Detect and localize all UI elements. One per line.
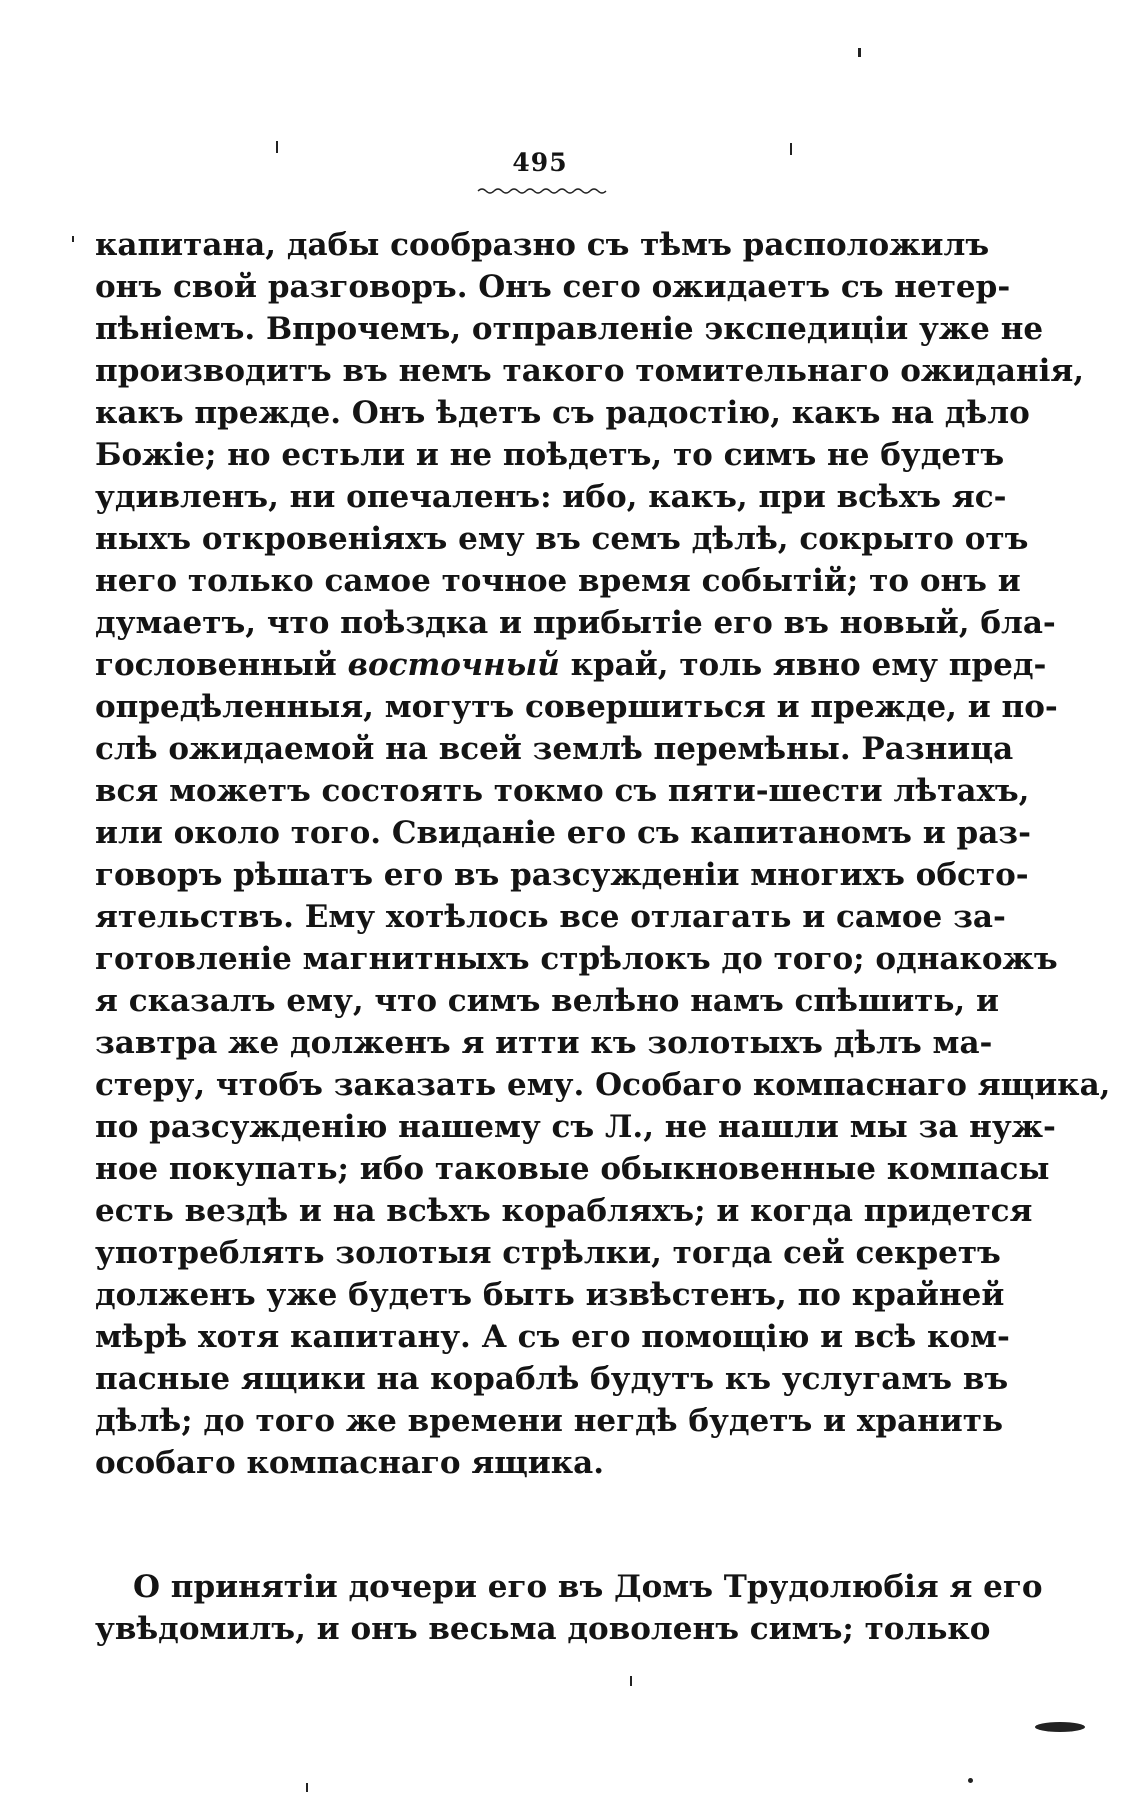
scan-speck: [306, 1783, 308, 1792]
scan-speck: [968, 1778, 973, 1783]
text-line: Божіе; но естьли и не поѣдетъ, то симъ не будетъ: [95, 437, 1005, 473]
text-line: говоръ рѣшатъ его въ разсужденіи многихъ обсто-: [95, 857, 1029, 893]
text-line: О принятіи дочери его въ Домъ Трудолюбія я его: [133, 1569, 1043, 1605]
paragraph-1: [95, 224, 1111, 1484]
text-line: пѣніемъ. Впрочемъ, отправленіе экспедиціи уже не: [95, 311, 1044, 347]
text-line: увѣдомилъ, и онъ весьма доволенъ симъ; только: [95, 1611, 991, 1647]
scan-speck: [72, 236, 74, 242]
text-line: вся можетъ состоять токмо съ пяти-шести лѣтахъ,: [95, 773, 1030, 809]
text-line: пасные ящики на кораблѣ будутъ къ услугамъ въ: [95, 1361, 1009, 1397]
text-line: употреблять золотыя стрѣлки, тогда сей секретъ: [95, 1235, 1001, 1271]
italic-word: восточный: [347, 647, 560, 683]
scan-speck: [1035, 1722, 1085, 1732]
text-line: онъ свой разговоръ. Онъ сего ожидаетъ съ нетер-: [95, 269, 1011, 305]
text-line: ятельствъ. Ему хотѣлось все отлагать и самое за-: [95, 899, 1006, 935]
text-line: слѣ ожидаемой на всей землѣ перемѣны. Разница: [95, 731, 1014, 767]
text-line: или около того. Свиданіе его съ капитаномъ и раз-: [95, 815, 1031, 851]
text-line: мѣрѣ хотя капитану. А съ его помощію и всѣ ком-: [95, 1319, 1010, 1355]
line-segment: край, толь явно ему пред-: [559, 647, 1047, 683]
text-line: особаго компаснаго ящика.: [95, 1445, 605, 1481]
text-line: готовленіе магнитныхъ стрѣлокъ до того; однакожъ: [95, 941, 1058, 977]
text-line: капитана, дабы сообразно съ тѣмъ расположилъ: [95, 227, 990, 263]
text-line: какъ прежде. Онъ ѣдетъ съ радостію, какъ на дѣло: [95, 395, 1030, 431]
text-line: есть вездѣ и на всѣхъ корабляхъ; и когда придется: [95, 1193, 1033, 1229]
text-line: производитъ въ немъ такого томительнаго ожиданія,: [95, 353, 1085, 389]
text-line: него только самое точное время событій; то онъ и: [95, 563, 1021, 599]
scan-speck: [858, 48, 861, 57]
scan-speck: [790, 143, 792, 155]
text-line-with-italic: [95, 644, 1047, 686]
text-line: ное покупать; ибо таковые обыкновенные компасы: [95, 1151, 1050, 1187]
text-line: думаетъ, что поѣздка и прибытіе его въ новый, бла-: [95, 605, 1056, 641]
scan-speck: [630, 1676, 632, 1686]
text-line: ныхъ откровеніяхъ ему въ семъ дѣлѣ, сокрыто отъ: [95, 521, 1029, 557]
wavy-rule-ornament: [478, 186, 606, 196]
scan-speck: [276, 141, 278, 153]
text-line: я сказалъ ему, что симъ велѣно намъ спѣшить, и: [95, 983, 1000, 1019]
paragraph-2: [95, 1566, 1043, 1650]
text-line: долженъ уже будетъ быть извѣстенъ, по крайней: [95, 1277, 1005, 1313]
text-line: по разсужденію нашему съ Л., не нашли мы за нуж-: [95, 1109, 1056, 1145]
page-number: 495: [512, 148, 568, 177]
text-line: дѣлѣ; до того же времени негдѣ будетъ и хранить: [95, 1403, 1004, 1439]
text-line: удивленъ, ни опечаленъ: ибо, какъ, при всѣхъ яс-: [95, 479, 1007, 515]
line-segment: гословенный: [95, 647, 348, 683]
text-line: завтра же долженъ я итти къ золотыхъ дѣлъ ма-: [95, 1025, 993, 1061]
text-line: стеру, чтобъ заказать ему. Особаго компаснаго ящика,: [95, 1067, 1111, 1103]
text-line: опредѣленныя, могутъ совершиться и прежде, и по-: [95, 689, 1058, 725]
